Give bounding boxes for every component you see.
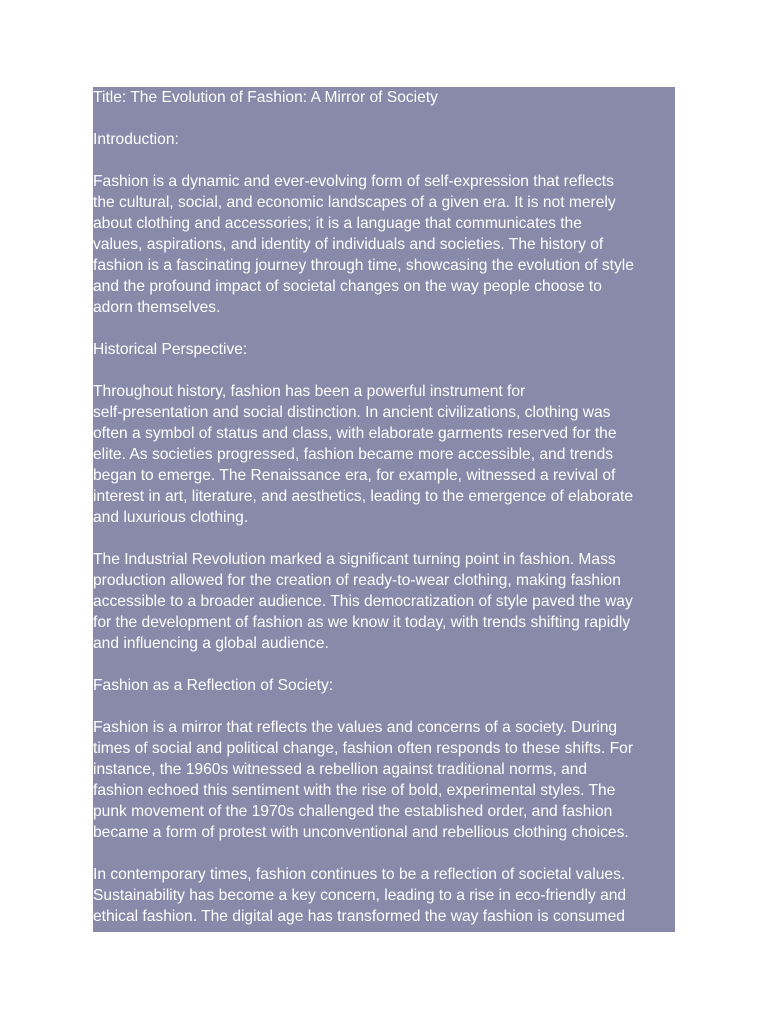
introduction-paragraph: Fashion is a dynamic and ever-evolving form of self-expression that reflects the cultural, social, and economic landscapes of a given era. It is not merely about clothing and accessories; it is a language that communicates the values, aspirations, and identity of individuals and societies. The history of fashion is a fascinating journey through time, showcasing the evolution of style and the profound impact of societal changes on the way people choose to adorn themselves. (93, 173, 634, 316)
historical-paragraph-1: Throughout history, fashion has been a powerful instrument for self-presentation and social distinction. In ancient civilizations, clothing was often a symbol of status and class, with elaborate garments reserved for the elite. As societies progressed, fashion became more accessible, and trends began to emerge. The Renaissance era, for example, witnessed a revival of interest in art, literature, and aesthetics, leading to the emergence of elaborate and luxurious clothing. (93, 383, 634, 526)
document-title: Title: The Evolution of Fashion: A Mirror of Society (93, 89, 438, 106)
introduction-heading: Introduction: (93, 131, 179, 148)
society-reflection-paragraph-2: In contemporary times, fashion continues to be a reflection of societal values. Sustainability has become a key concern, leading to a rise in eco-friendly and ethical fashion. The digital age has transformed the way fashion is consumed (93, 866, 627, 925)
society-reflection-paragraph-1: Fashion is a mirror that reflects the values and concerns of a society. During times of social and political change, fashion often responds to these shifts. For instance, the 1960s witnessed a rebellion against traditional norms, and fashion echoed this sentiment with the rise of bold, experimental styles. The punk movement of the 1970s challenged the established order, and fashion became a form of protest with unconventional and rebellious clothing choices. (93, 719, 634, 841)
historical-paragraph-2: The Industrial Revolution marked a significant turning point in fashion. Mass production allowed for the creation of ready-to-wear clothing, making fashion accessible to a broader audience. This democratization of style paved the way for the development of fashion as we know it today, with trends shifting rapidly and influencing a global audience. (93, 551, 633, 652)
selected-text-block[interactable] (93, 87, 675, 932)
society-reflection-heading: Fashion as a Reflection of Society: (93, 677, 334, 694)
historical-perspective-heading: Historical Perspective: (93, 341, 248, 358)
